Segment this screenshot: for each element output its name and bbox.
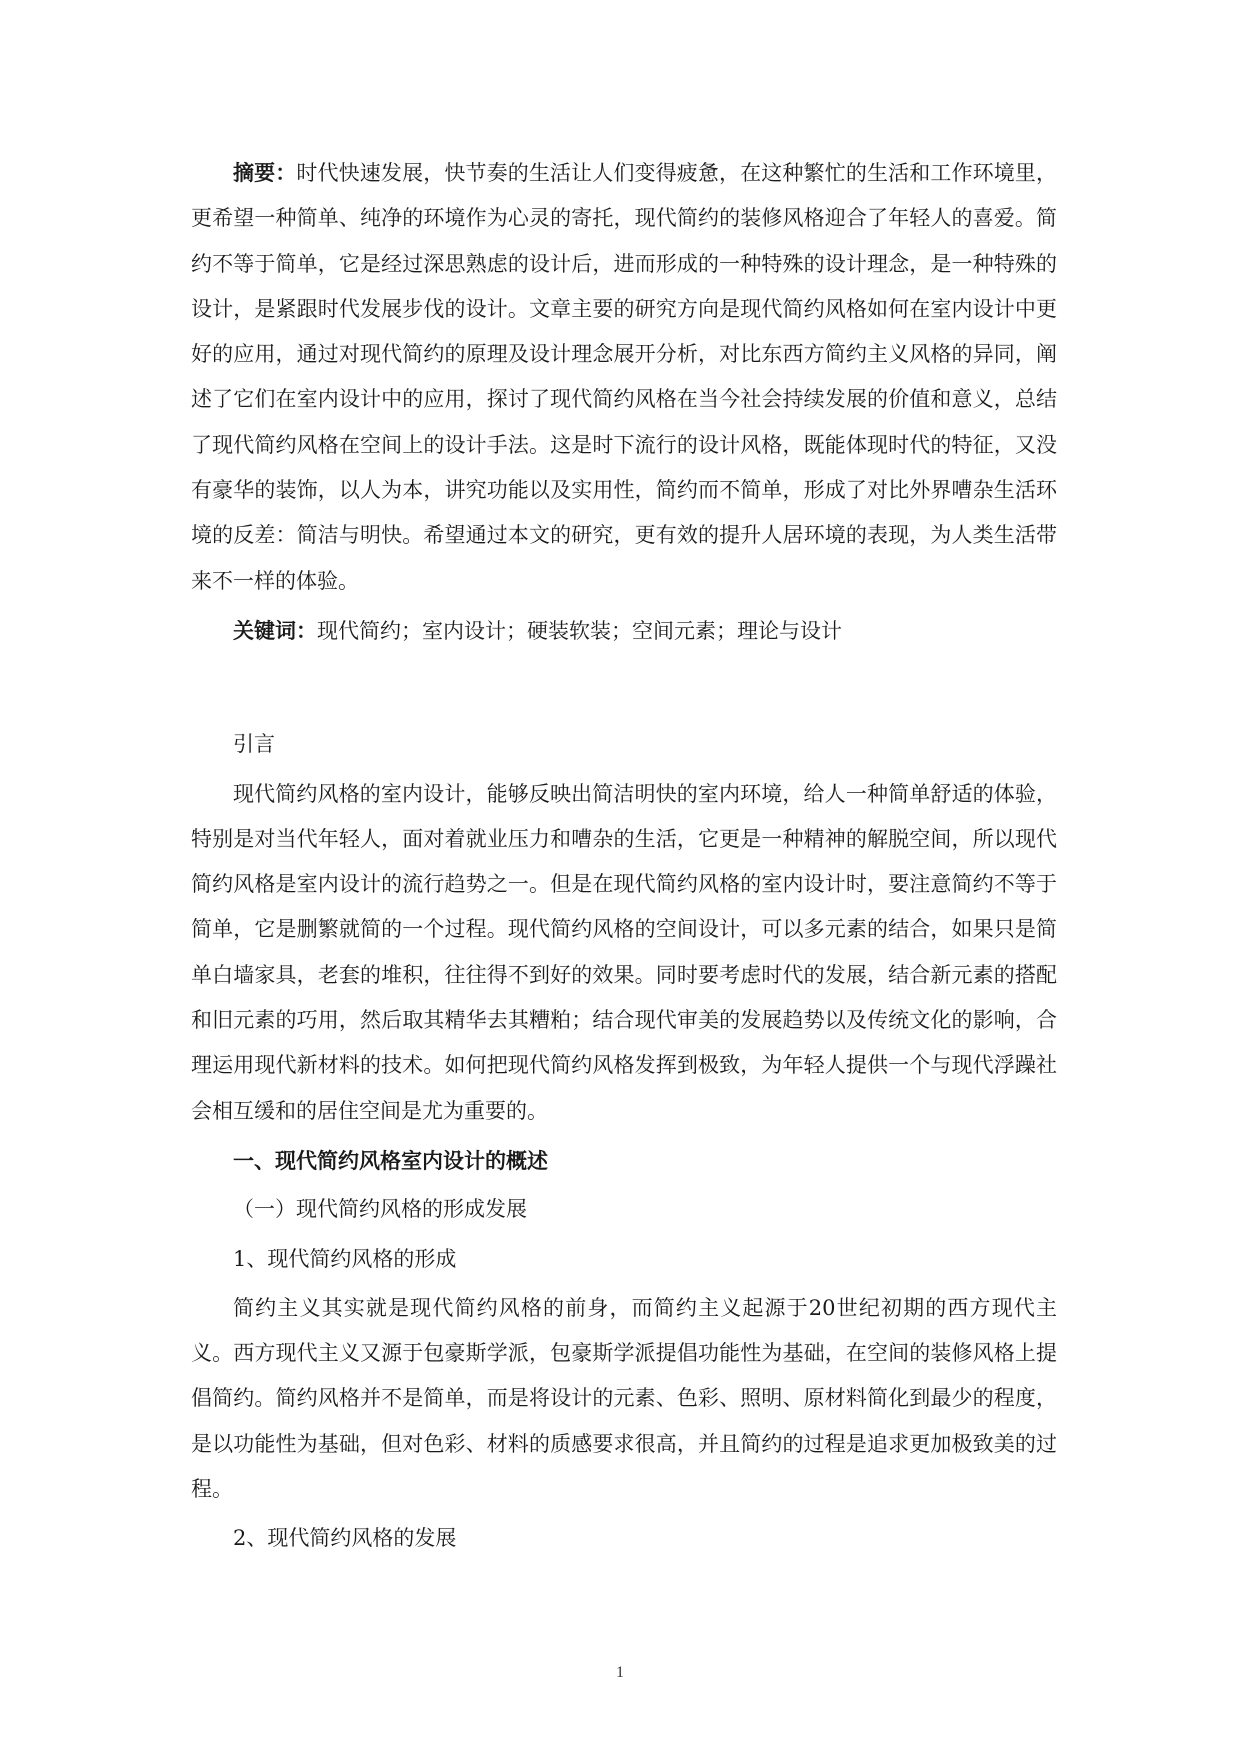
section-heading: 一、现代简约风格室内设计的概述 xyxy=(233,1147,548,1173)
introduction-heading: 引言 xyxy=(233,732,275,757)
keywords-paragraph xyxy=(191,608,1057,654)
keywords-text: 现代简约；室内设计；硬装软装；空间元素；理论与设计 xyxy=(317,618,842,643)
abstract-paragraph xyxy=(191,150,1057,604)
page-number: 1 xyxy=(616,1664,624,1681)
subsection-heading: （一）现代简约风格的形成发展 xyxy=(233,1197,527,1222)
keywords-label: 关键词： xyxy=(233,617,317,643)
introduction-paragraph: 现代简约风格的室内设计，能够反映出简洁明快的室内环境，给人一种简单舒适的体验，特别是对当代年轻人，面对着就业压力和嘈杂的生活，它更是一种精神的解脱空间，所以现代简约风格是室内设计的流行趋势之一。但是在现代简约风格的室内设计时，要注意简约不等于简单，它是删繁就简的一个过程。现代简约风格的空间设计，可以多元素的结合，如果只是简单白墙家具，老套的堆积，往往得不到好的效果。同时要考虑时代的发展，结合新元素的搭配和旧元素的巧用，然后取其精华去其糟粕；结合现代审美的发展趋势以及传统文化的影响，合理运用现代新材料的技术。如何把现代简约风格发挥到极致，为年轻人提供一个与现代浮躁社会相互缓和的居住空间是尤为重要的。 xyxy=(191,781,1057,1123)
item-heading-2: 2、现代简约风格的发展 xyxy=(233,1526,457,1551)
page-content xyxy=(191,150,1057,1562)
abstract-text: 时代快速发展，快节奏的生活让人们变得疲惫，在这种繁忙的生活和工作环境里，更希望一种简单、纯净的环境作为心灵的寄托，现代简约的装修风格迎合了年轻人的喜爱。简约不等于简单，它是经过深思熟虑的设计后，进而形成的一种特殊的设计理念，是一种特殊的设计，是紧跟时代发展步伐的设计。文章主要的研究方向是现代简约风格如何在室内设计中更好的应用，通过对现代简约的原理及设计理念展开分析，对比东西方简约主义风格的异同，阐述了它们在室内设计中的应用，探讨了现代简约风格在当今社会持续发展的价值和意义，总结了现代简约风格在空间上的设计手法。这是时下流行的设计风格，既能体现时代的特征，又没有豪华的装饰，以人为本，讲究功能以及实用性，简约而不简单，形成了对比外界嘈杂生活环境的反差：简洁与明快。希望通过本文的研究，更有效的提升人居环境的表现，为人类生活带来不一样的体验。 xyxy=(191,161,1058,593)
abstract-label: 摘要： xyxy=(233,160,297,185)
item-heading-1: 1、现代简约风格的形成 xyxy=(233,1246,457,1271)
item-paragraph-1: 简约主义其实就是现代简约风格的前身，而简约主义起源于20世纪初期的西方现代主义。西方现代主义又源于包豪斯学派，包豪斯学派提倡功能性为基础，在空间的装修风格上提倡简约。简约风格并不是简单，而是将设计的元素、色彩、照明、原材料简化到最少的程度，是以功能性为基础，但对色彩、材料的质感要求很高，并且简约的过程是追求更加极致美的过程。 xyxy=(191,1295,1057,1502)
